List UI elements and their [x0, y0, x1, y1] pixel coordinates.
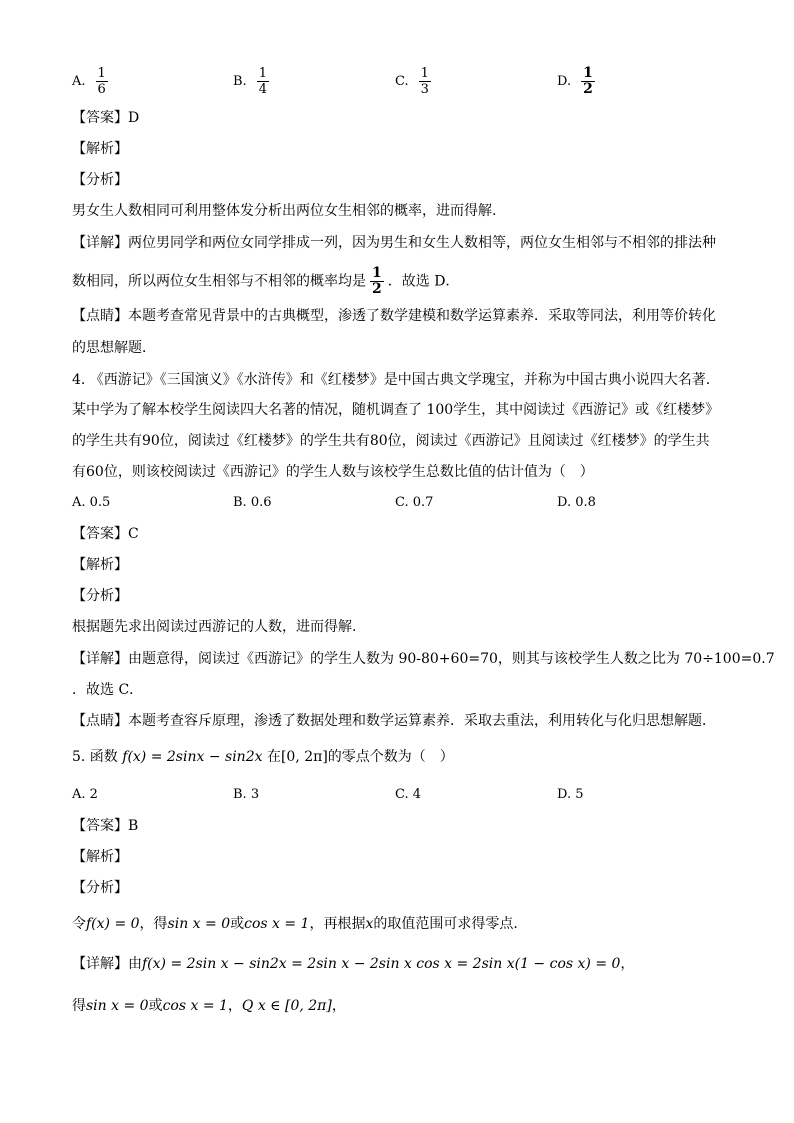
q3-dianjing-line2: 的思想解题． — [72, 340, 156, 356]
q5-option-c: C. 4 — [395, 787, 422, 802]
q3-xiangjie-line1: 【详解】两位男同学和两位女同学排成一列，因为男生和女生人数相等，两位女生相邻与不相邻的排法种 — [72, 235, 716, 251]
q4-option-d: D. 0.8 — [557, 495, 596, 510]
q5-stem: 5. 函数 f(x) = 2sinx − sin2x 在[0, 2π]的零点个数为（ ） — [72, 749, 454, 765]
q4-option-a: A. 0.5 — [72, 495, 111, 510]
q3-xiangjie-line2: 数相同，所以两位女生相邻与不相邻的概率均是 $\frac{1}{2}$ ．故选 D． — [72, 265, 460, 297]
q5-xiangjie-label: 【详解】 — [72, 956, 128, 972]
q4-fenxi-text: 根据题先求出阅读过西游记的人数，进而得解. — [72, 619, 357, 635]
q4-xiangjie-line2: ．故选 C． — [72, 682, 144, 698]
q3-half-fraction: $\frac{1}{2}$ — [372, 265, 382, 297]
q4-answer: 【答案】C — [72, 526, 139, 542]
q5-fenxi-text: 令f(x) = 0，得sin x = 0或cos x = 1，再根据x的取值范围可求得零点. — [72, 916, 518, 932]
q3-xiangjie-label: 【详解】 — [72, 235, 128, 251]
q5-xiangjie-line2: 得sin x = 0或cos x = 1，Q x ∈ [0, 2π]， — [72, 998, 346, 1014]
q3-jiexi-heading: 【解析】 — [72, 141, 128, 157]
q4-stem-line1: 4. 《西游记》《三国演义》《水浒传》和《红楼梦》是中国古典文学瑰宝，并称为中国古典小说四大名著. — [72, 372, 711, 388]
q3-option-d: D. $\frac{1}{2}$ — [557, 65, 593, 97]
q4-option-b: B. 0.6 — [233, 495, 272, 510]
q3-answer: 【答案】D — [72, 110, 140, 126]
q5-option-b: B. 3 — [233, 787, 260, 802]
q4-fenxi-heading: 【分析】 — [72, 588, 128, 604]
q4-jiexi-heading: 【解析】 — [72, 557, 128, 573]
q3-fenxi-text: 男女生人数相同可利用整体发分析出两位女生相邻的概率，进而得解. — [72, 203, 497, 219]
q5-answer: 【答案】B — [72, 818, 139, 834]
q3-option-c: C. $\frac{1}{3}$ — [395, 66, 429, 97]
q3-dianjing-line1: 【点睛】本题考查常见背景中的古典概型，渗透了数学建模和数学运算素养．采取等同法，利用等价转化 — [72, 308, 716, 324]
q5-interval: [0, 2π] — [280, 749, 328, 765]
q4-xiangjie-line1: 【详解】由题意得，阅读过《西游记》的学生人数为 90-80+60=70，则其与该校学生人数之比为 70÷100=0.7 — [72, 651, 775, 667]
q5-jiexi-heading: 【解析】 — [72, 849, 128, 865]
q4-stem-line3: 的学生共有90位，阅读过《红楼梦》的学生共有80位，阅读过《西游记》且阅读过《红楼梦》的学生共 — [72, 433, 710, 449]
q5-option-a: A. 2 — [72, 787, 98, 802]
q4-stem-line2: 某中学为了解本校学生阅读四大名著的情况，随机调查了 100学生，其中阅读过《西游记》或《红楼梦》 — [72, 402, 720, 418]
q4-option-c: C. 0.7 — [395, 495, 434, 510]
q3-option-b: B. $\frac{1}{4}$ — [233, 66, 267, 97]
q4-xiangjie-label: 【详解】 — [72, 651, 128, 667]
q5-fenxi-heading: 【分析】 — [72, 880, 128, 896]
q3-dianjing-label: 【点睛】 — [72, 308, 128, 324]
q3-option-a: A. $\frac{1}{6}$ — [72, 66, 106, 97]
q4-stem-line4: 有60位，则该校阅读过《西游记》的学生人数与该校学生总数比值的估计值为（ ） — [72, 464, 594, 480]
q5-function-formula: f(x) = 2sinx − sin2x — [122, 749, 263, 765]
q4-dianjing-label: 【点睛】 — [72, 713, 128, 729]
q3-fenxi-heading: 【分析】 — [72, 172, 128, 188]
q5-option-d: D. 5 — [557, 787, 584, 802]
q4-dianjing-line1: 【点睛】本题考查容斥原理，渗透了数据处理和数学运算素养．采取去重法，利用转化与化归思想解题． — [72, 713, 716, 729]
q5-derivation-formula: f(x) = 2sin x − sin2x = 2sin x − 2sin x cos x = 2sin x(1 − cos x) = 0 — [142, 956, 621, 972]
q5-xiangjie-line1: 【详解】由f(x) = 2sin x − sin2x = 2sin x − 2sin x cos x = 2sin x(1 − cos x) = 0， — [72, 956, 635, 972]
